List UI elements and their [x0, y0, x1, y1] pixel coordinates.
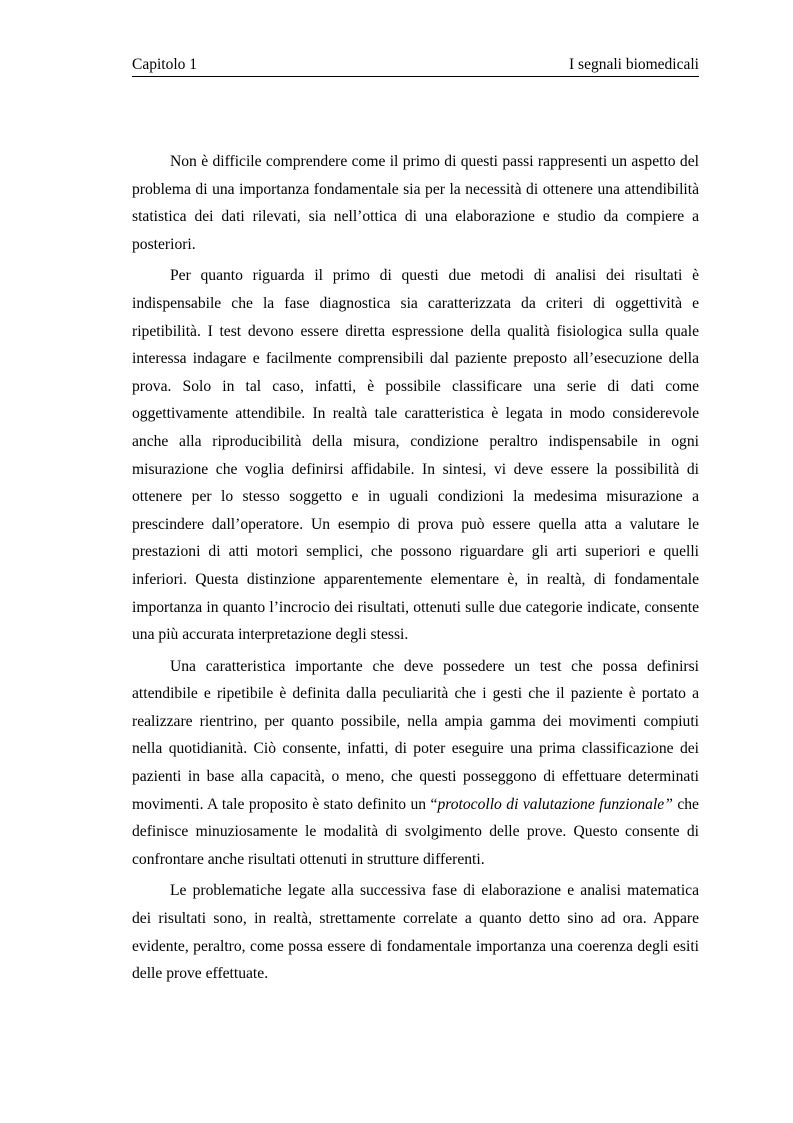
paragraph-2: Per quanto riguarda il primo di questi due metodi di analisi dei risultati è indispensabile che la fase diagnostica sia caratterizzata da criteri di oggettività e ripetibilità. I test devono essere diretta espressione della qualità fisiologica sulla quale interessa indagare e facilmente comprensibili dal paziente preposto all’esecuzione della prova. Solo in tal caso, infatti, è possibile classificare una serie di dati come oggettivamente attendibile. In realtà tale caratteristica è legata in modo considerevole anche alla riproducibilità della misura, condizione peraltro indispensabile in ogni misurazione che voglia definirsi affidabile. In sintesi, vi deve essere la possibilità di ottenere per lo stesso soggetto e in uguali condizioni la medesima misurazione a prescindere dall’operatore. Un esempio di prova può essere quella atta a valutare le prestazioni di atti motori semplici, che possono riguardare gli arti superiori e quelli inferiori. Questa distinzione apparentemente elementare è, in realtà, di fondamentale importanza in quanto l’incrocio dei risultati, ottenuti sulle due categorie indicate, consente una più accurata interpretazione degli stessi.	[132, 267, 699, 644]
paragraph-1: Non è difficile comprendere come il primo di questi passi rappresenti un aspetto del problema di una importanza fondamentale sia per la necessità di ottenere una attendibilità statistica dei dati rilevati, sia nell’ottica di una elaborazione e studio da compiere a posteriori.	[132, 153, 699, 253]
paragraph-3	[132, 653, 699, 874]
body-text	[132, 148, 699, 992]
chapter-label: Capitolo 1	[132, 56, 198, 73]
emphasized-protocol-term: protocollo di valutazione funzionale”	[437, 795, 673, 813]
paragraph-3-text-after: che definisce minuziosamente le modalità di svolgimento delle prove. Questo consente di confrontare anche risultati ottenuti in strutture differenti.	[132, 795, 699, 868]
running-header	[132, 58, 699, 77]
paragraph-3-text-before: Una caratteristica importante che deve possedere un test che possa definirsi attendibile e ripetibile è definita dalla peculiarità che i gesti che il paziente è portato a realizzare rientrino, per quanto possibile, nella ampia gamma dei movimenti compiuti nella quotidianità. Ciò consente, infatti, di poter eseguire una prima classificazione dei pazienti in base alla capacità, o meno, che questi posseggono di effettuare determinati movimenti. A tale proposito è stato definito un “	[132, 657, 699, 813]
paragraph-4: Le problematiche legate alla successiva fase di elaborazione e analisi matematica dei risultati sono, in realtà, strettamente correlate a quanto detto sino ad ora. Appare evidente, peraltro, come possa essere di fondamentale importanza una coerenza degli esiti delle prove effettuate.	[132, 882, 699, 983]
section-title: I segnali biomedicali	[569, 56, 699, 73]
